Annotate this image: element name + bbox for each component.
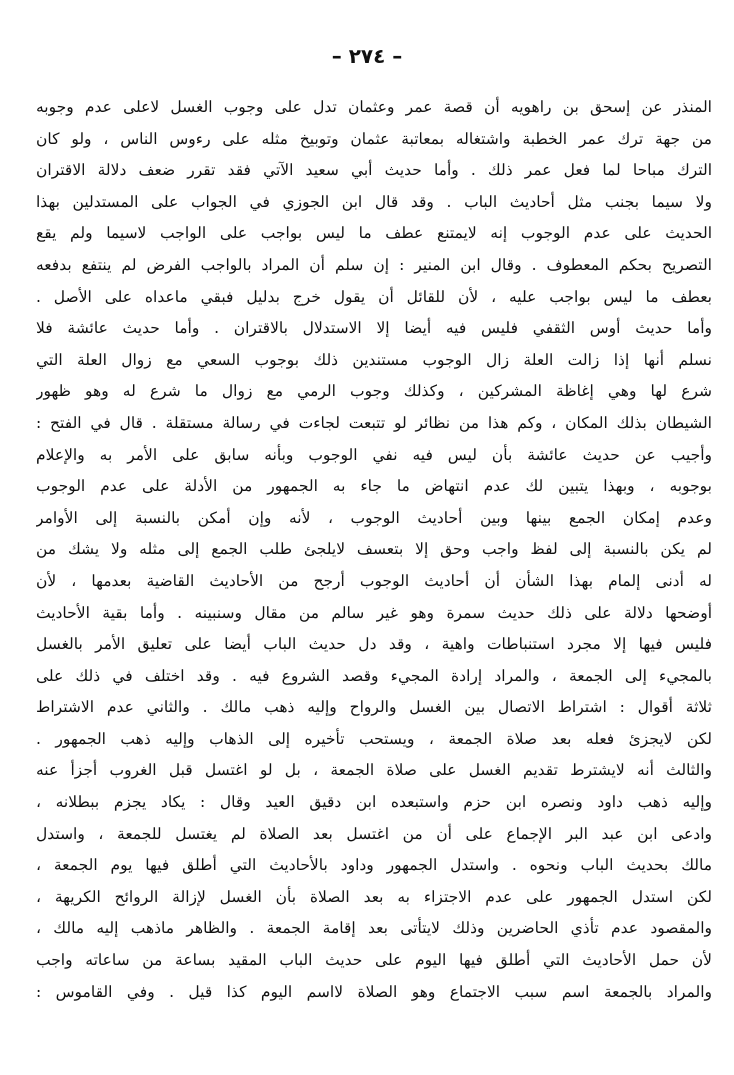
text-line: ثلاثة أقوال : اشتراط الاتصال بين الغسل والرواح وإليه ذهب مالك . والثاني عدم الاشتراط — [36, 698, 712, 717]
text-line: الشيطان بذلك المكان ، وكم هذا من نظائر لو تتبعت لجاءت في رسالة مستقلة . قال في الفتح : — [36, 413, 712, 432]
text-line: وادعى ابن عبد البر الإجماع على أن من اغتسل بعد الصلاة لم يغتسل للجمعة ، واستدل — [36, 824, 712, 843]
text-line: شرع لها وهي إغاظة المشركين ، وكذلك وجوب الرمي مع زوال ما شرع له وهو ظهور — [36, 382, 712, 401]
text-line: لكن استدل الجمهور على عدم الاجتزاء به بعد الصلاة بأن الغسل لإزالة الروائح الكريهة ، — [36, 887, 712, 906]
text-line: وعدم إمكان الجمع بينها وبين أحاديث الوجوب ، لأنه وإن أمكن بالنسبة إلى الأوامر — [36, 508, 712, 527]
text-line: لأن حمل الأحاديث التي أطلق فيها اليوم على حديث الباب المقيد بساعة من ساعاته واجب — [36, 951, 712, 970]
body-text — [36, 92, 712, 1008]
text-line: الحديث على عدم الوجوب إنه لايمتنع عطف ما ليس بواجب على الواجب لاسيما ولم يقع — [36, 224, 712, 243]
text-line: بعطف ما ليس بواجب عليه ، لأن للقائل أن يقول خرج بدليل فبقي ماعداه على الأصل . — [36, 287, 712, 306]
text-line: وأما حديث أوس الثقفي فليس فيه أيضا إلا الاستدلال بالاقتران . وأما حديث عائشة فلا — [36, 319, 712, 338]
text-line: نسلم أنها إذا زالت العلة زال الوجوب مستندين ذلك بوجوب السعي مع زوال العلة التي — [36, 350, 712, 369]
text-line: وإليه ذهب داود ونصره ابن حزم واستبعده ابن دقيق العيد وقال : يكاد يجزم ببطلانه ، — [36, 793, 712, 812]
text-line: له أدنى إلمام بهذا الشأن أن أحاديث الوجوب أرجح من الأحاديث القاضية بعدمها ، لأن — [36, 571, 712, 590]
text-line: بوجوبه ، وبهذا يتبين لك عدم انتهاض ما جاء به الجمهور من الأدلة على عدم الوجوب — [36, 477, 712, 496]
text-line: أوضحها دلالة على ذلك حديث سمرة وهو غير سالم من مقال وسنبينه . وأما بقية الأحاديث — [36, 603, 712, 622]
text-line: والثالث أنه لايشترط تقديم الغسل على صلاة الجمعة ، بل لو اغتسل قبل الغروب أجزأ عنه — [36, 761, 712, 780]
text-line: الترك مباحا لما فعل عمر ذلك . وأما حديث أبي سعيد الآتي فقد تقرر ضعف دلالة الاقتران — [36, 161, 712, 180]
text-line: لم يكن بالنسبة إلى لفظ واجب وحق إلا بتعسف لايلجئ طلب الجمع إلى مثله ولا يشك من — [36, 540, 712, 559]
text-line: لكن لايجزئ فعله بعد صلاة الجمعة ، ويستحب تأخيره إلى الذهاب وإليه ذهب الجمهور . — [36, 729, 712, 748]
text-line: فليس فيها إلا مجرد استنباطات واهية ، وقد دل حديث الباب أيضا على تعليق الأمر بالغسل — [36, 635, 712, 654]
text-line: التصريح بحكم المعطوف . وقال ابن المنير : إن سلم أن المراد بالواجب الفرض لم ينتفع بدفعه — [36, 255, 712, 274]
text-line: ولا سيما بجنب مثل أحاديث الباب . وقد قال ابن الجوزي في الجواب على المستدلين بهذا — [36, 192, 712, 211]
text-line: وأجيب عن حديث عائشة بأن ليس فيه نفي الوجوب وبأنه سابق على الأمر به والإعلام — [36, 445, 712, 464]
text-line: بالمجيء إلى الجمعة ، والمراد إرادة المجيء وقصد الشروع فيه . وقد اختلف في ذلك على — [36, 666, 712, 685]
text-line: المنذر عن إسحق بن راهويه أن قصة عمر وعثمان تدل على وجوب الغسل لاعلى عدم وجوبه — [36, 98, 712, 116]
text-line: مالك بحديث الباب ونحوه . واستدل الجمهور وداود بالأحاديث التي أطلق فيها يوم الجمعة ، — [36, 856, 712, 875]
text-line: من جهة ترك عمر الخطبة واشتغاله بمعاتبة عثمان وتوبيخ مثله على رءوس الناس ، ولو كان — [36, 129, 712, 148]
text-line: والمقصود عدم تأذي الحاضرين وذلك لايتأتى بعد إقامة الجمعة . والظاهر ماذهب إليه مالك ، — [36, 919, 712, 938]
text-line: والمراد بالجمعة اسم سبب الاجتماع وهو الصلاة لااسم اليوم كذا قيل . وفي القاموس : — [36, 982, 712, 1001]
page-number: – ٢٧٤ – — [331, 44, 403, 68]
